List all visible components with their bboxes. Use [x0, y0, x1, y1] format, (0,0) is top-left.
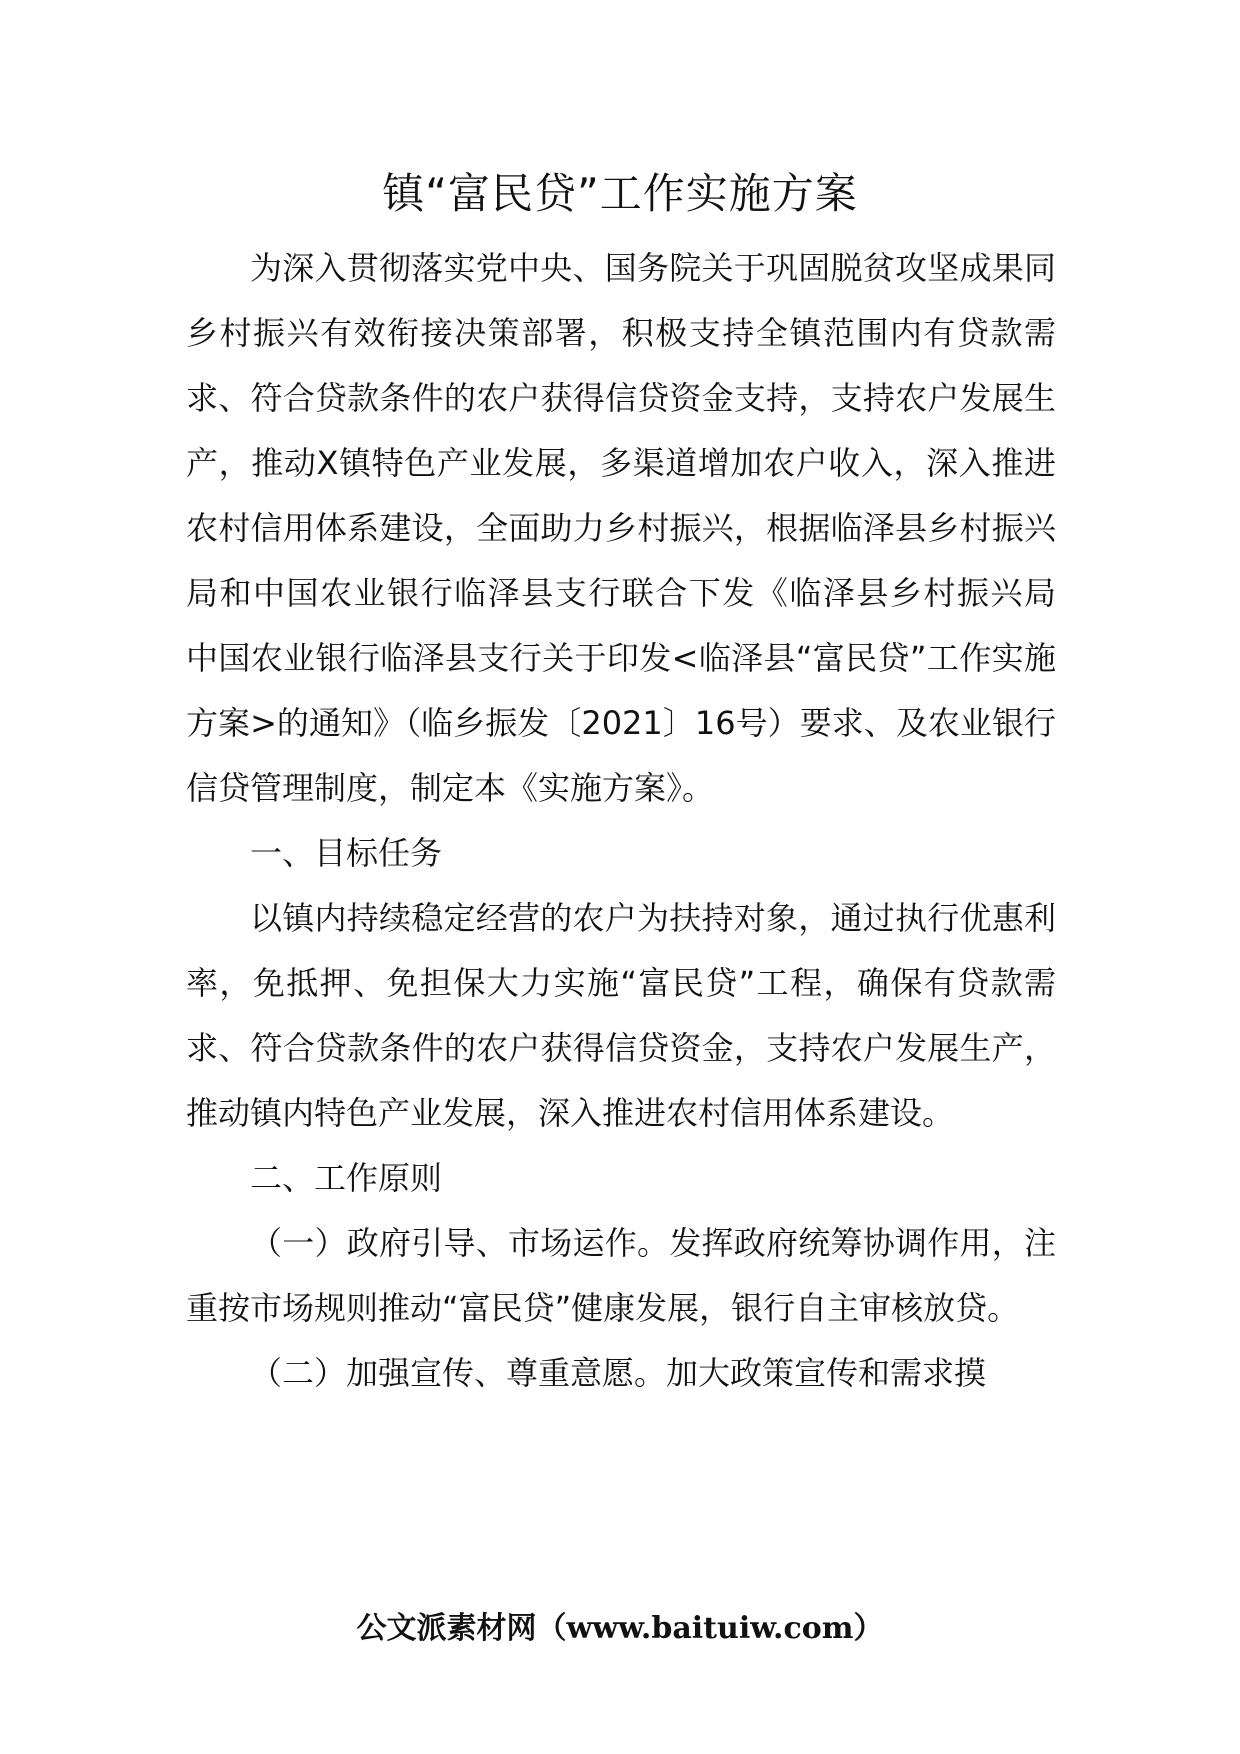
document-body — [186, 236, 1056, 1406]
document-title: 镇“富民贷”工作实施方案 — [382, 169, 858, 218]
paragraph-principle-2: （二）加强宣传、尊重意愿。加大政策宣传和需求摸 — [250, 1354, 987, 1392]
footer-watermark: 公文派素材网（www.baituiw.com） — [356, 1611, 884, 1646]
section-heading-principles: 二、工作原则 — [250, 1159, 443, 1197]
paragraph-principle-1: （一）政府引导、市场运作。发挥政府统筹协调作用，注重按市场规则推动“富民贷”健康发展，银行自主审核放贷。 — [186, 1224, 1056, 1327]
paragraph-intro: 为深入贯彻落实党中央、国务院关于巩固脱贫攻坚成果同乡村振兴有效衔接决策部署，积极支持全镇范围内有贷款需求、符合贷款条件的农户获得信贷资金支持，支持农户发展生产，推动X镇特色产业发展，多渠道增加农户收入，深入推进农村信用体系建设，全面助力乡村振兴，根据临泽县乡村振兴局和中国农业银行临泽县支行联合下发《临泽县乡村振兴局 中国农业银行临泽县支行关于印发<临泽县“富民贷”工作实施方案>的通知》（临乡振发〔2021〕16号）要求、及农业银行信贷管理制度，制定本《实施方案》。 — [186, 249, 1056, 807]
section-heading-goals: 一、目标任务 — [250, 834, 443, 872]
paragraph-goals: 以镇内持续稳定经营的农户为扶持对象，通过执行优惠利率，免抵押、免担保大力实施“富民贷”工程，确保有贷款需求、符合贷款条件的农户获得信贷资金，支持农户发展生产，推动镇内特色产业发展，深入推进农村信用体系建设。 — [186, 899, 1056, 1132]
